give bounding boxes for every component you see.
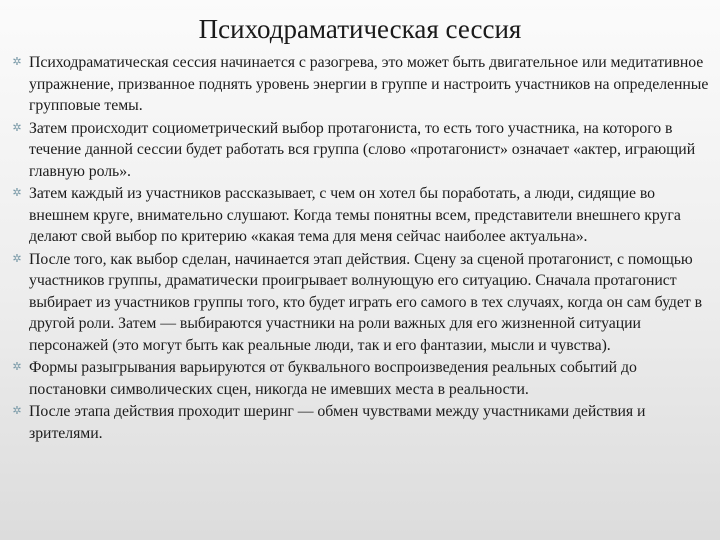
bullet-item xyxy=(10,357,712,400)
bullet-list xyxy=(10,52,712,445)
asterisk-bullet-icon: ✲ xyxy=(12,120,22,134)
bullet-item xyxy=(10,249,712,357)
bullet-text: Психодраматическая сессия начинается с разогрева, это может быть двигательное или медитативное упражнение, призванное поднять уровень энергии в группе и настроить участников на определенные групповые темы. xyxy=(29,54,709,114)
bullet-item xyxy=(10,118,712,183)
bullet-item xyxy=(10,52,712,117)
asterisk-bullet-icon: ✲ xyxy=(12,360,22,373)
slide-title: Психодраматическая сессия xyxy=(198,14,522,44)
bullet-text: Затем происходит социометрический выбор протагониста, то есть того участника, на которого в течение данной сессии будет работать вся группа (слово «протагонист» означает «актер, играющий главную роль». xyxy=(29,119,696,180)
asterisk-bullet-icon: ✲ xyxy=(12,186,22,199)
bullet-text: После того, как выбор сделан, начинается этап действия. Сцену за сценой протагонист, с помощью участников группы, драматически проигрывает волнующую его ситуацию. Сначала протагонист выбирает из участников группы того, кто будет играть его самого в тех случаях, когда он сам будет в другой роли. Затем — выбираются участники на роли важных для его жизненной ситуации персонажей (это могут быть как реальные люди, так и его фантазии, мысли и чувства). xyxy=(29,250,703,354)
bullet-text: Формы разыгрывания варьируются от буквального воспроизведения реальных событий до постановки символических сцен, никогда не имевших места в реальности. xyxy=(29,359,637,398)
asterisk-bullet-icon: ✲ xyxy=(12,404,22,417)
bullet-item xyxy=(10,401,712,444)
bullet-text: После этапа действия проходит шеринг — обмен чувствами между участниками действия и зрителями. xyxy=(29,403,646,442)
bullet-item xyxy=(10,183,712,248)
asterisk-bullet-icon: ✲ xyxy=(12,55,22,68)
asterisk-bullet-icon: ✲ xyxy=(12,251,22,265)
bullet-text: Затем каждый из участников рассказывает, с чем он хотел бы поработать, а люди, сидящие во внешнем круге, внимательно слушают. Когда темы понятны всем, представители внешнего круга делают свой выбор по критерию «какая тема для меня сейчас наиболее актуальна». xyxy=(29,185,681,245)
